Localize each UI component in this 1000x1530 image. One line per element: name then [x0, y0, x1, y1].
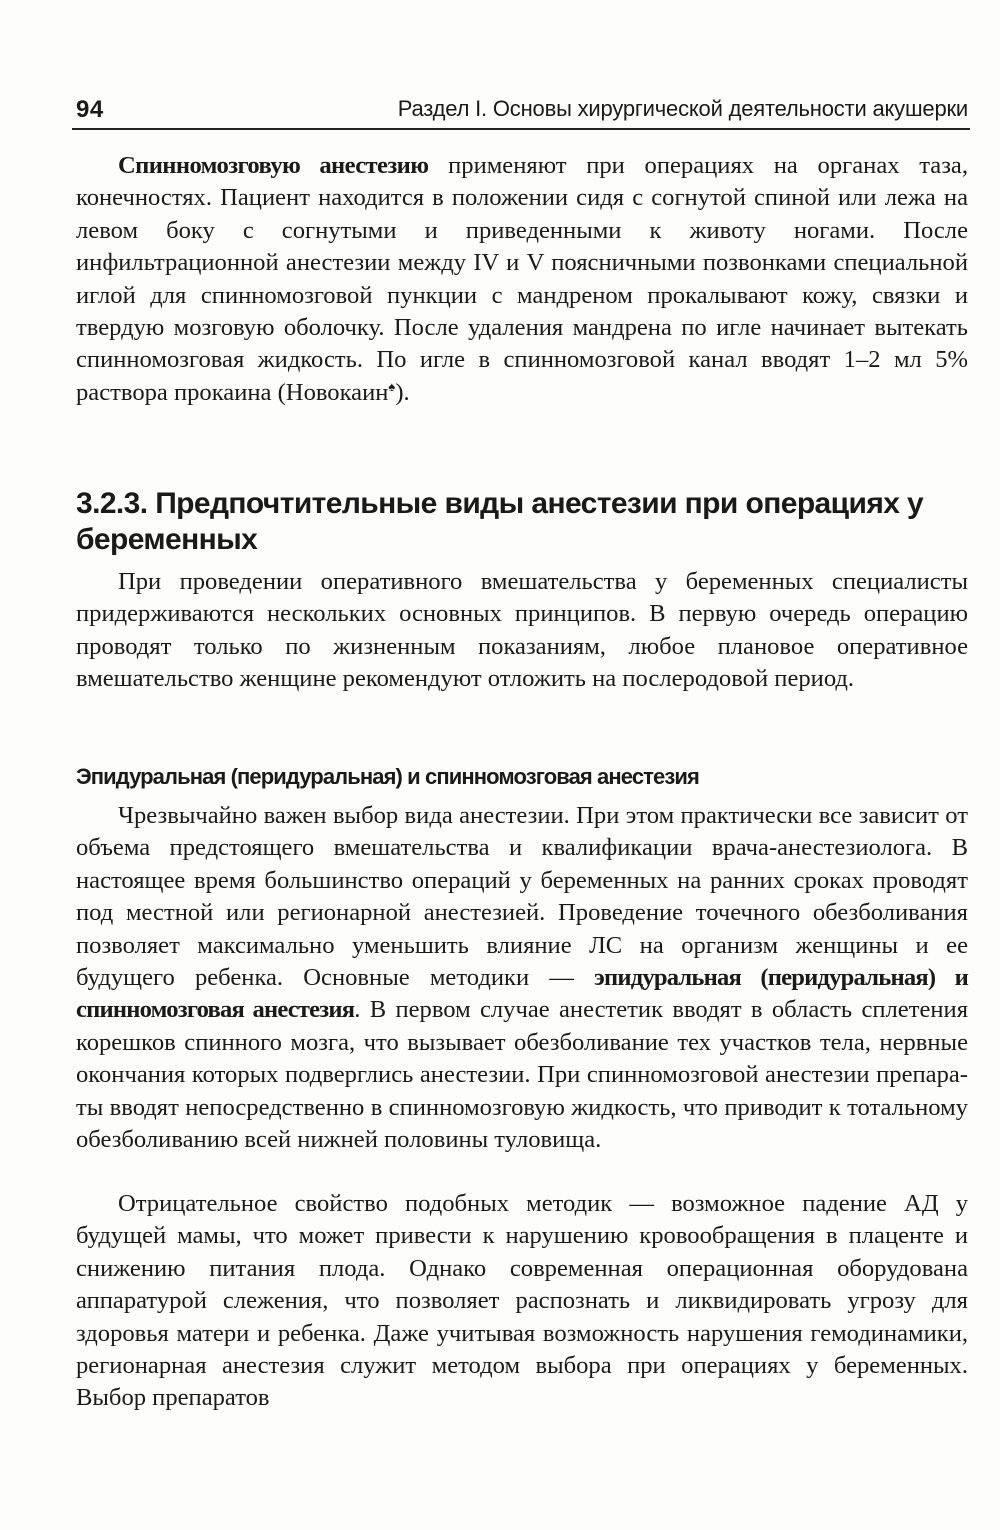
running-section-title: Раздел I. Основы хирургической деятельности акушерки	[397, 96, 968, 121]
running-header	[72, 88, 970, 130]
paragraph-negative-property: Отрицательное свойство подобных методик — возможное падение АД у будущей мамы, что может привести к нарушению кровообращения в плаценте и снижению питания плода. Однако современная операционная оборудована аппаратурой слежения, что позволяет распознать и ликвидировать угрозу для здоровья матери и ребенка. Даже учитывая возможность нарушения гемодинамики, регионарная анестезия служит методом выбора при операциях у беременных. Выбор препаратов	[76, 1190, 968, 1412]
paragraph-anesthesia-choice	[76, 800, 968, 1156]
term-conjunction: и	[935, 964, 969, 992]
subheading: Эпидуральная (перидуральная) и спинномозговая анестезия	[76, 764, 699, 789]
page-number: 94	[76, 96, 104, 123]
paragraph-text-end: . В первом случае анестетик вводят в область сплетения корешков спинного мозга, что вызывает обезболивание тех участков тела, нервные окончания которых подверглись анестезии. При спинномозговой анестезии препараты вводят непосредственно в спинномозговую жидкость, что приводит к тотальному обезболиванию всей нижней половины туловища.	[76, 996, 969, 1154]
paragraph-spinal-anesthesia	[76, 150, 968, 409]
term-spinal: спинномозговая анестезия	[76, 996, 355, 1024]
term-epidural: эпидуральная (перидуральная)	[594, 964, 936, 992]
paragraph-text-end: ).	[395, 378, 410, 406]
paragraph-text: применяют при операциях на органах таза, конечностях. Пациент находится в положении сидя с согнутой спиной или лежа на левом боку с согнутыми и приведенными к животу ногами. После инфильтрационной анестезии между IV и V поясничными позвонками специальной иглой для спинномозговой пункции с мандреном прокалывают кожу, связки и твердую мозговую оболочку. После удаления мандрена по игле начинает вытекать спинномозговая жидкость. По игле в спинномозговой канал вводят 1–2 мл 5% раствора прокаина (Новокаин	[76, 152, 968, 406]
paragraph-text: Чрезвычайно важен выбор вида анестезии. При этом практически все зависит от объема предстоящего вмешательства и квалификации врача-анестезиолога. В настоящее время большинство операций у беременных на ранних сроках проводят под местной или регионарной анестезией. Проведение точечного обезболивания позволяет максимально уменьшить влияние ЛС на организм женщины и ее будущего ребенка. Основные методики —	[76, 802, 968, 992]
trademark-mark: ♠	[388, 378, 396, 394]
lead-term: Спинномозговую анестезию	[118, 152, 429, 179]
section-heading: 3.2.3. Предпочтительные виды анестезии при операциях у беременных	[76, 487, 924, 556]
paragraph-principles: При проведении оперативного вмешательства у беременных специалисты придерживаются нескольких основных принципов. В первую очередь операцию проводят только по жизненным показаниям, любое плановое оперативное вмешательство женщине рекомендуют отложить на послеродовой период.	[76, 568, 968, 693]
